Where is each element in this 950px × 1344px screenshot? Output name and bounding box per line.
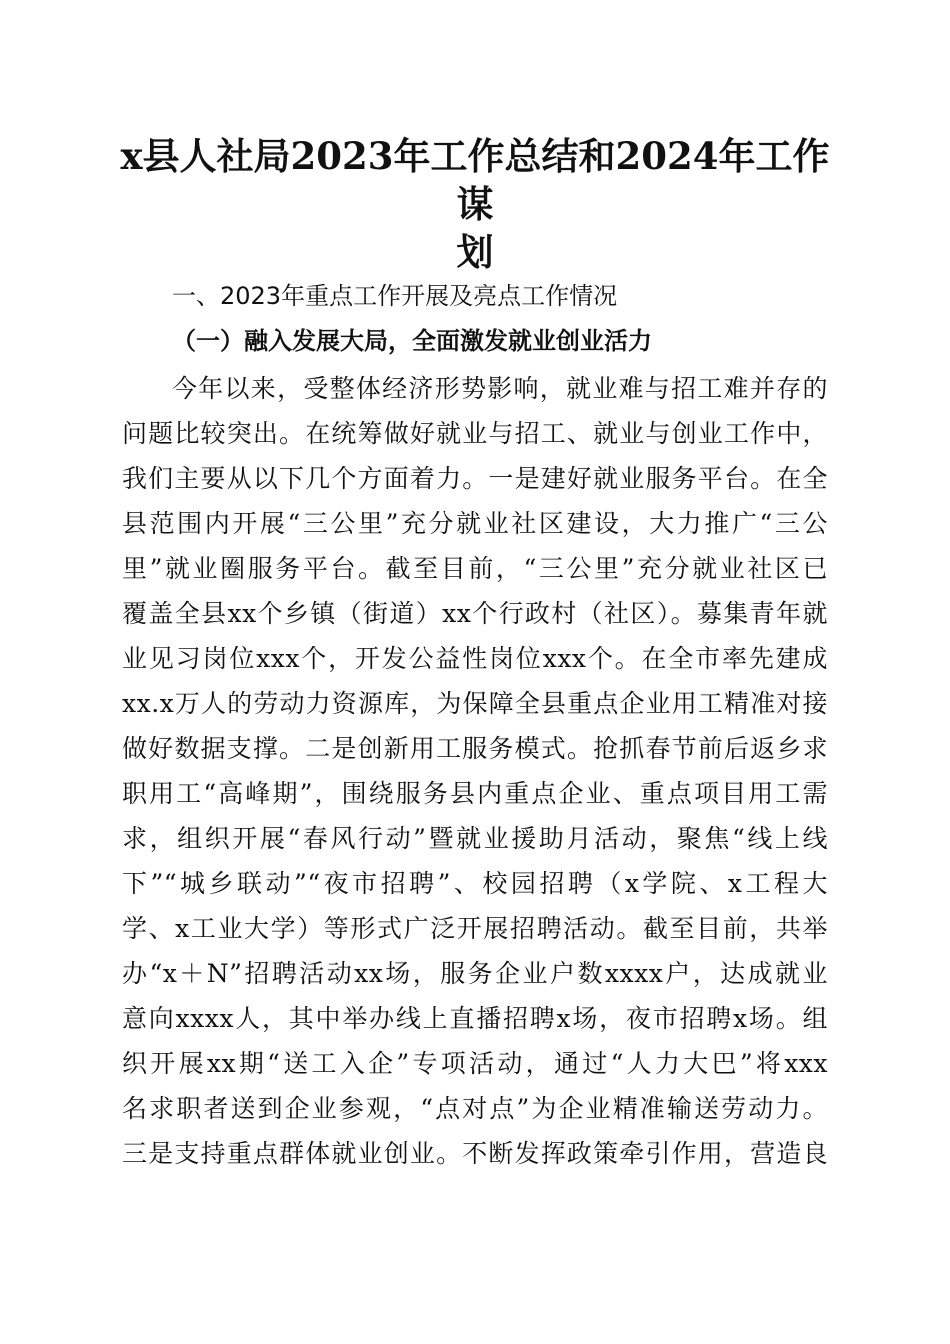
paragraph-line: 业见习岗位xxx个，开发公益性岗位xxx个。在全市率先建成	[122, 644, 828, 673]
paragraph-line: 覆盖全县xx个乡镇（街道）xx个行政村（社区）。募集青年就	[122, 599, 828, 628]
paragraph-line: xx.x万人的劳动力资源库，为保障全县重点企业用工精准对接	[122, 689, 828, 718]
paragraph-line: 下”“城乡联动”“夜市招聘”、校园招聘（x学院、x工程大	[122, 869, 828, 898]
subsection-heading: （一）融入发展大局，全面激发就业创业活力	[172, 326, 652, 355]
paragraph-line: 职用工“高峰期”，围绕服务县内重点企业、重点项目用工需	[122, 779, 828, 808]
paragraph-line: 意向xxxx人，其中举办线上直播招聘x场，夜市招聘x场。组	[122, 1004, 828, 1033]
paragraph-line: 织开展xx期“送工入企”专项活动，通过“人力大巴”将xxx	[122, 1049, 828, 1078]
body-paragraph	[122, 369, 828, 1179]
paragraph-line: 名求职者送到企业参观，“点对点”为企业精准输送劳动力。	[122, 1094, 828, 1123]
paragraph-line: 县范围内开展“三公里”充分就业社区建设，大力推广“三公	[122, 509, 828, 538]
section-heading: 一、2023年重点工作开展及亮点工作情况	[172, 282, 618, 310]
paragraph-line: 学、x工业大学）等形式广泛开展招聘活动。截至目前，共举	[122, 914, 828, 943]
title-line-1: x县人社局2023年工作总结和2024年工作谋	[120, 134, 830, 226]
title-line-2: 划	[456, 230, 494, 274]
paragraph-line: 问题比较突出。在统筹做好就业与招工、就业与创业工作中，	[122, 419, 828, 448]
paragraph-line: 里”就业圈服务平台。截至目前，“三公里”充分就业社区已	[122, 554, 828, 583]
paragraph-line: 办“x＋N”招聘活动xx场，服务企业户数xxxx户，达成就业	[122, 959, 828, 988]
document-title	[110, 132, 840, 276]
paragraph-line: 今年以来，受整体经济形势影响，就业难与招工难并存的	[172, 374, 828, 403]
paragraph-line: 做好数据支撑。二是创新用工服务模式。抢抓春节前后返乡求	[122, 734, 828, 763]
paragraph-line: 三是支持重点群体就业创业。不断发挥政策牵引作用，营造良	[122, 1139, 828, 1168]
paragraph-line: 求，组织开展“春风行动”暨就业援助月活动，聚焦“线上线	[122, 824, 828, 853]
paragraph-line: 我们主要从以下几个方面着力。一是建好就业服务平台。在全	[122, 464, 828, 493]
